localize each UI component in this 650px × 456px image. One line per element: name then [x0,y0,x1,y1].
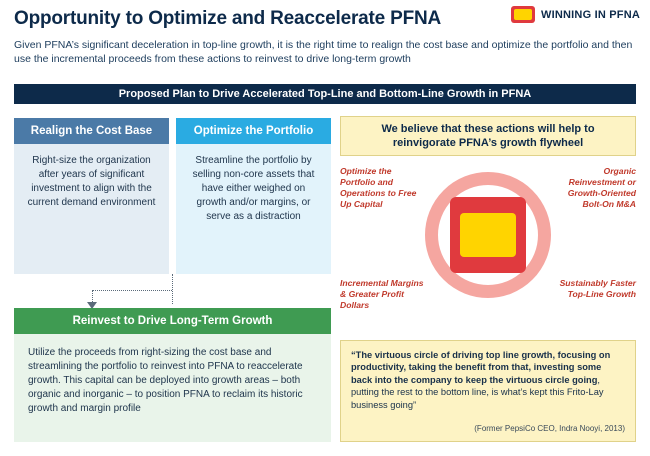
quote-attribution: (Former PepsiCo CEO, Indra Nooyi, 2013) [474,423,625,433]
flywheel-headline: We believe that these actions will help to reinvigorate PFNA’s growth flywheel [340,116,636,156]
flywheel-label-bottom-right: Sustainably Faster Top-Line Growth [559,278,636,299]
flywheel-label-top-left: Optimize the Portfolio and Operations to Free Up Capital [340,166,417,209]
card-header-realign: Realign the Cost Base [14,118,169,144]
subtitle: Given PFNA’s significant deceleration in top-line growth, it is the right time to realign the cost base and optimize the portfolio and then use the incremental proceeds from these actions to reinvest to drive long-term growth [14,39,633,65]
card-body-optimize: Streamline the portfolio by selling non-core assets that have either weighed on growth and/or margins, or serve as a distraction [176,144,331,274]
card-header-reinvest: Reinvest to Drive Long-Term Growth [14,308,331,334]
quote-lead: “The virtuous circle of driving top line growth, focusing on productivity, taking the benefit from that, investing some back into the company to keep the virtuous circle going [351,350,611,385]
flywheel-diagram [340,160,636,338]
pepsico-logo-center-icon [450,197,526,273]
connector-line-horizontal [92,290,172,291]
page-title: Opportunity to Optimize and Reaccelerate PFNA [14,8,442,29]
brand-label: WINNING IN PFNA [541,8,640,21]
flywheel-label-top-right: Organic Reinvestment or Growth-Oriented Bolt-On M&A [567,166,636,209]
brand-lockup [511,6,640,23]
quote-box [340,340,636,442]
quote-tail: , putting the rest to the bottom line, is what’s kept this Frito-Lay business going” [351,374,604,410]
section-banner: Proposed Plan to Drive Accelerated Top-Line and Bottom-Line Growth in PFNA [14,84,636,104]
connector-line-vertical [172,274,173,304]
card-header-optimize: Optimize the Portfolio [176,118,331,144]
card-body-reinvest: Utilize the proceeds from right-sizing the cost base and streamlining the portfolio to reinvest into PFNA to reaccelerate growth. This capital can be deployed into growth areas – both organic and inorganic – to position PFNA to reclaim its historic growth and margin profile [14,334,331,442]
pepsico-logo-icon [511,6,535,23]
flywheel-label-bottom-left: Incremental Margins & Greater Profit Dollars [340,278,424,310]
card-body-realign: Right-size the organization after years of significant investment to align with the current demand environment [14,144,169,274]
